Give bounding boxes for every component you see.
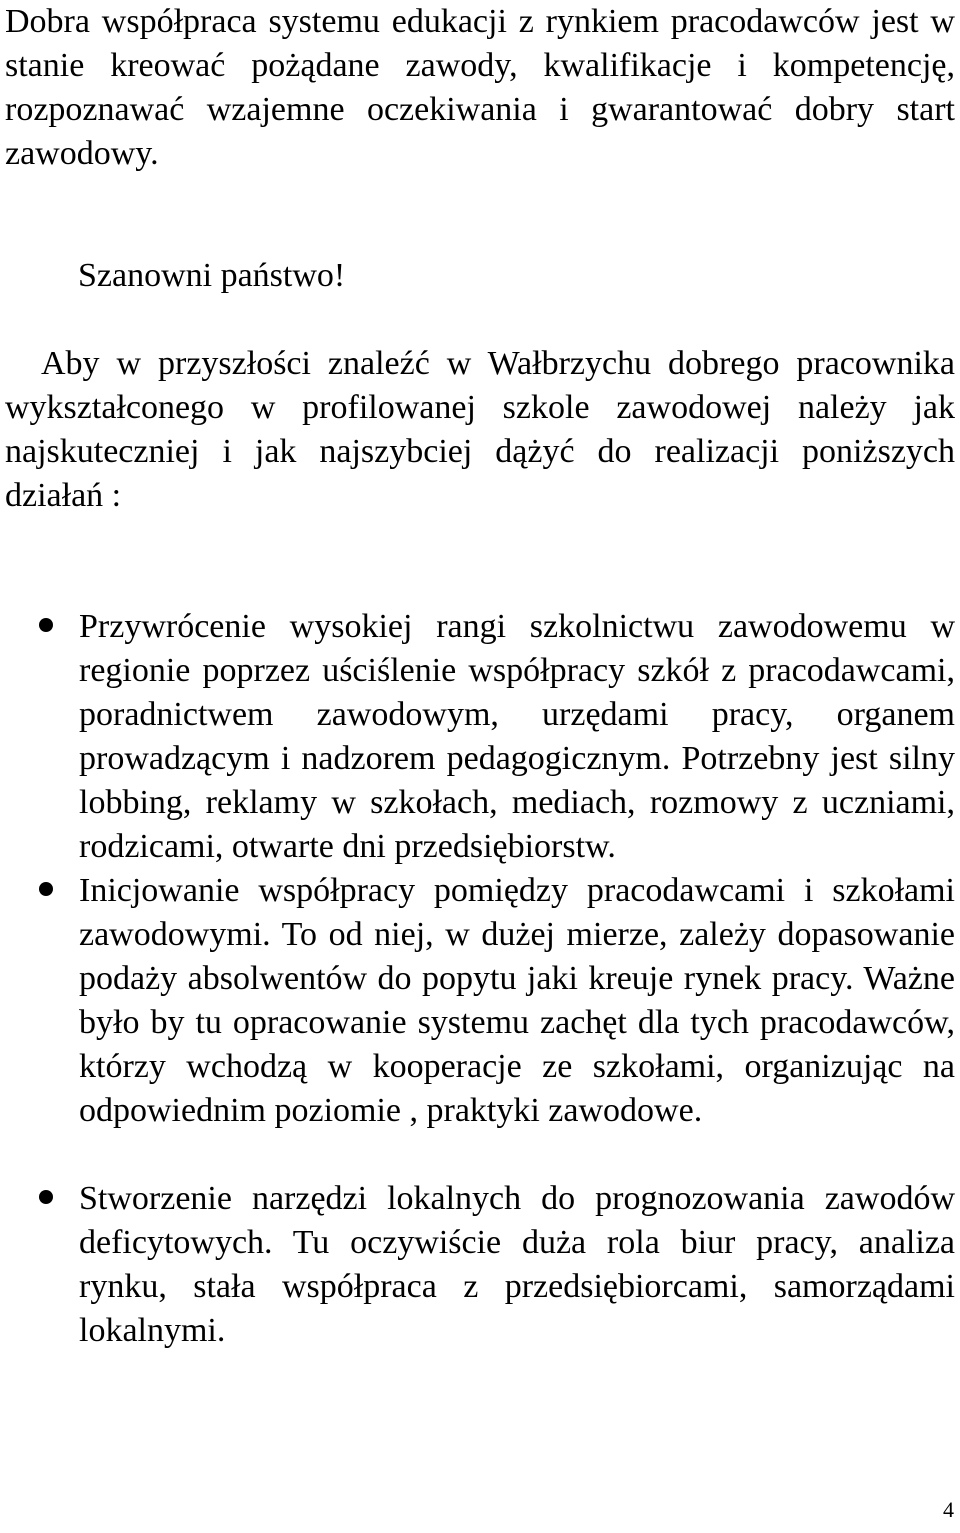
intro-paragraph: Dobra współpraca systemu edukacji z rynkiem pracodawców jest w stanie kreować pożądane zawody, kwalifikacje i kompetencję, rozpoznawać wzajemne oczekiwania i gwarantować dobry start zawodowy.: [5, 3, 955, 172]
list-item-text: Przywrócenie wysokiej rangi szkolnictwu zawodowemu w regionie poprzez uściślenie współpracy szkół z pracodawcami, poradnictwem zawodowym, urzędami pracy, organem prowadzącym i nadzorem pedagogicznym. Potrzebny jest silny lobbing, reklamy w szkołach, mediach, rozmowy z uczniami, rodzicami, otwarte dni przedsiębiorstw.: [79, 608, 955, 865]
list-item: [0, 1177, 955, 1353]
bullet-icon: [39, 882, 53, 896]
list-item: [0, 869, 955, 1133]
lead-paragraph: Aby w przyszłości znaleźć w Wałbrzychu dobrego pracownika wykształconego w profilowanej szkole zawodowej należy jak najskuteczniej i jak najszybciej dążyć do realizacji poniższych działań :: [5, 345, 955, 514]
bullet-icon: [39, 1190, 53, 1204]
actions-bullet-list: [0, 605, 960, 1353]
page-number: 4: [943, 1497, 954, 1522]
list-item-text: Stworzenie narzędzi lokalnych do prognozowania zawodów deficytowych. Tu oczywiście duża rola biur pracy, analiza rynku, stała współpraca z przedsiębiorcami, samorządami lokalnymi.: [79, 1180, 955, 1349]
bullet-icon: [39, 618, 53, 632]
list-item: [0, 605, 955, 869]
list-item-text: Inicjowanie współpracy pomiędzy pracodawcami i szkołami zawodowymi. To od niej, w dużej mierze, zależy dopasowanie podaży absolwentów do popytu jaki kreuje rynek pracy. Ważne było by tu opracowanie systemu zachęt dla tych pracodawców, którzy wchodzą w kooperacje ze szkołami, organizując na odpowiednim poziomie , praktyki zawodowe.: [79, 872, 955, 1129]
greeting-paragraph: Szanowni państwo!: [78, 257, 346, 294]
